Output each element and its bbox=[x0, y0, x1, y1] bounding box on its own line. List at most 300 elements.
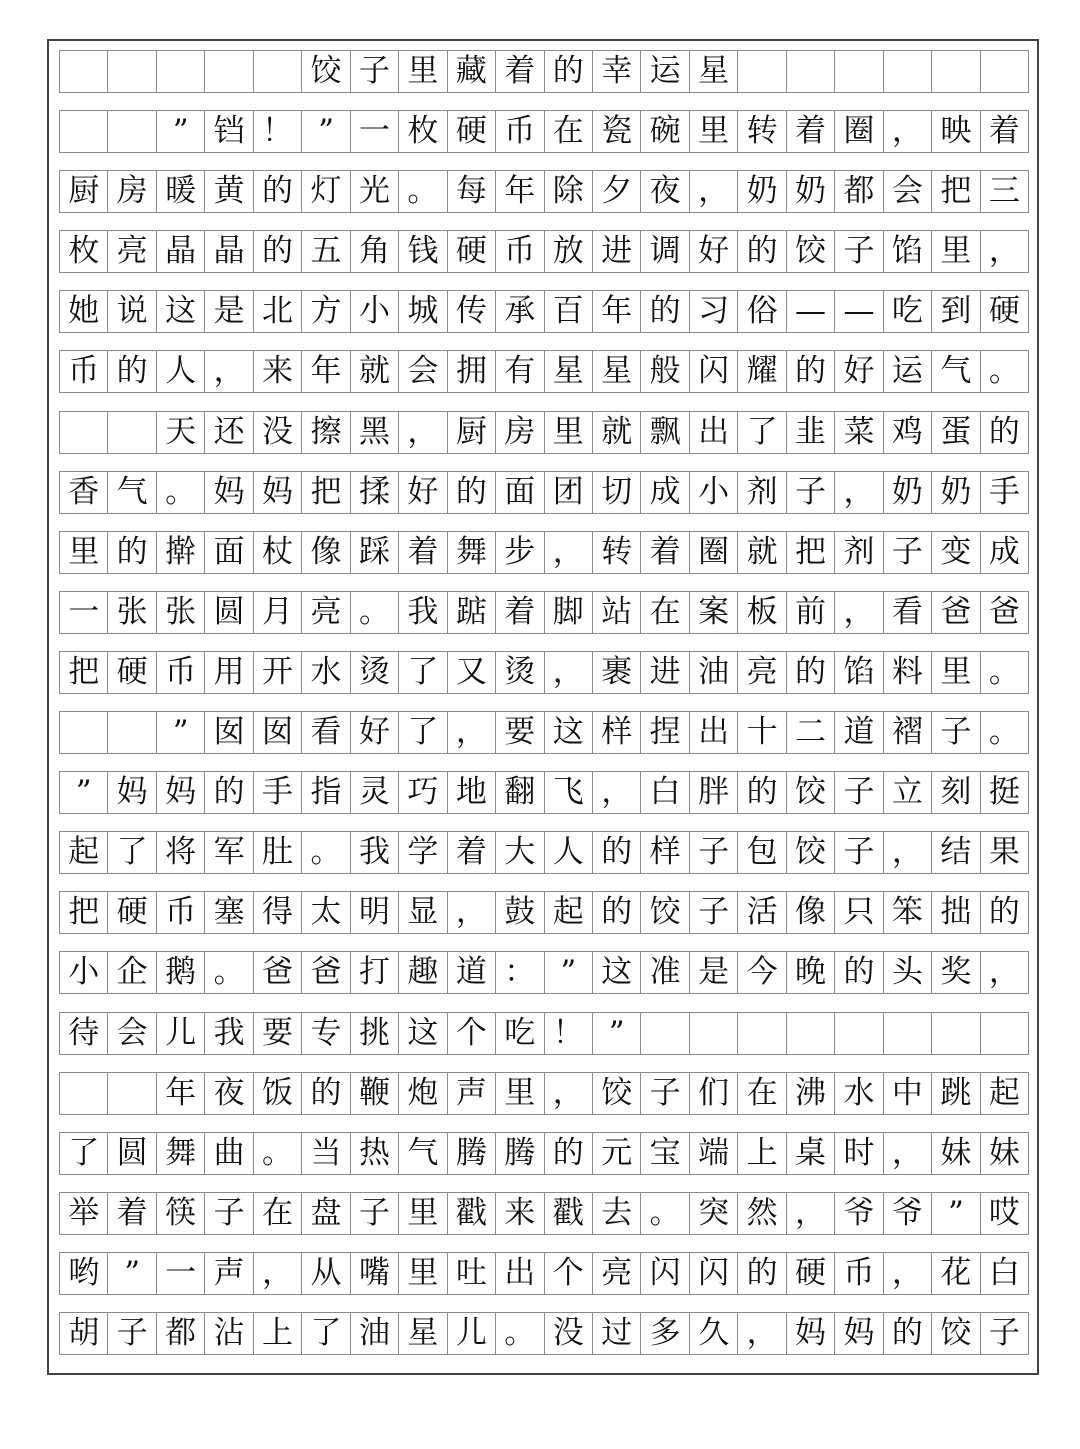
grid-cell: 从 bbox=[302, 1253, 350, 1294]
grid-cell: ， bbox=[448, 712, 496, 753]
grid-cell: 子 bbox=[690, 892, 738, 933]
grid-cell bbox=[108, 1073, 156, 1114]
grid-cell bbox=[60, 51, 108, 92]
grid-cell: 转 bbox=[593, 532, 641, 573]
grid-cell: 中 bbox=[884, 1073, 932, 1114]
grid-cell: 哟 bbox=[60, 1253, 108, 1294]
grid-cell: 饺 bbox=[787, 231, 835, 272]
grid-cell: 成 bbox=[981, 532, 1029, 573]
grid-cell: 北 bbox=[254, 291, 302, 332]
grid-cell: 着 bbox=[496, 51, 544, 92]
grid-cell: 的 bbox=[593, 892, 641, 933]
grid-cell: 夜 bbox=[205, 1073, 253, 1114]
grid-cell: 囡 bbox=[205, 712, 253, 753]
grid-cell: 花 bbox=[932, 1253, 980, 1294]
grid-cell: 裹 bbox=[593, 652, 641, 693]
grid-cell: 子 bbox=[205, 1193, 253, 1234]
grid-cell: 嘴 bbox=[351, 1253, 399, 1294]
grid-cell: 我 bbox=[205, 1013, 253, 1054]
composition-paper bbox=[47, 39, 1039, 1375]
grid-cell: ， bbox=[787, 1193, 835, 1234]
grid-cell: 年 bbox=[496, 171, 544, 212]
grid-cell: 军 bbox=[205, 832, 253, 873]
grid-cell: 我 bbox=[351, 832, 399, 873]
grid-cell: 运 bbox=[641, 51, 689, 92]
grid-cell: 币 bbox=[496, 231, 544, 272]
grid-cell: 白 bbox=[641, 772, 689, 813]
grid-cell: 亮 bbox=[593, 1253, 641, 1294]
grid-cell: 厨 bbox=[448, 412, 496, 453]
grid-cell: 戳 bbox=[448, 1193, 496, 1234]
grid-cell: 我 bbox=[399, 592, 447, 633]
grid-cell bbox=[884, 51, 932, 92]
text-row bbox=[59, 891, 1029, 934]
grid-cell: 胖 bbox=[690, 772, 738, 813]
grid-cell: 映 bbox=[932, 111, 980, 152]
grid-cell bbox=[932, 51, 980, 92]
grid-cell: 了 bbox=[399, 652, 447, 693]
grid-cell: 小 bbox=[351, 291, 399, 332]
grid-cell: 城 bbox=[399, 291, 447, 332]
text-row bbox=[59, 831, 1029, 874]
text-row bbox=[59, 711, 1029, 754]
grid-cell: 用 bbox=[205, 652, 253, 693]
grid-cell: 没 bbox=[254, 412, 302, 453]
grid-cell: 奖 bbox=[932, 952, 980, 993]
grid-cell bbox=[205, 51, 253, 92]
grid-cell bbox=[738, 1013, 786, 1054]
grid-cell: 夕 bbox=[593, 171, 641, 212]
grid-cell: 开 bbox=[254, 652, 302, 693]
grid-cell: 饺 bbox=[932, 1313, 980, 1354]
grid-cell: ， bbox=[981, 231, 1029, 272]
grid-cell: 饺 bbox=[787, 772, 835, 813]
grid-cell: 前 bbox=[787, 592, 835, 633]
grid-cell: 着 bbox=[787, 111, 835, 152]
grid-cell: 褶 bbox=[884, 712, 932, 753]
text-row bbox=[59, 1192, 1029, 1235]
grid-cell: 碗 bbox=[641, 111, 689, 152]
grid-cell: 大 bbox=[496, 832, 544, 873]
grid-cell: 黑 bbox=[351, 412, 399, 453]
grid-cell: ， bbox=[254, 1253, 302, 1294]
grid-cell: 的 bbox=[787, 652, 835, 693]
grid-cell: 擀 bbox=[157, 532, 205, 573]
grid-cell: 在 bbox=[254, 1193, 302, 1234]
grid-cell: 们 bbox=[690, 1073, 738, 1114]
grid-cell: 沸 bbox=[787, 1073, 835, 1114]
grid-cell: 哎 bbox=[981, 1193, 1029, 1234]
grid-cell: 看 bbox=[302, 712, 350, 753]
grid-cell: 巧 bbox=[399, 772, 447, 813]
grid-cell: 。 bbox=[302, 832, 350, 873]
grid-cell: 结 bbox=[932, 832, 980, 873]
grid-cell: 年 bbox=[302, 351, 350, 392]
grid-cell: 爸 bbox=[932, 592, 980, 633]
grid-cell: 烫 bbox=[496, 652, 544, 693]
grid-cell: 。 bbox=[254, 1133, 302, 1174]
grid-cell bbox=[835, 1013, 883, 1054]
grid-cell: 。 bbox=[399, 171, 447, 212]
grid-cell: 是 bbox=[690, 952, 738, 993]
grid-cell: 把 bbox=[60, 652, 108, 693]
grid-cell: 宝 bbox=[641, 1133, 689, 1174]
grid-cell: — bbox=[787, 291, 835, 332]
grid-cell: 样 bbox=[641, 832, 689, 873]
grid-cell: 手 bbox=[254, 772, 302, 813]
grid-cell: 在 bbox=[545, 111, 593, 152]
grid-cell: 的 bbox=[448, 472, 496, 513]
grid-cell: 出 bbox=[690, 712, 738, 753]
grid-cell: 妈 bbox=[835, 1313, 883, 1354]
text-row bbox=[59, 1312, 1029, 1355]
grid-cell: 奶 bbox=[787, 171, 835, 212]
grid-cell: ” bbox=[932, 1193, 980, 1234]
grid-cell: 妈 bbox=[108, 772, 156, 813]
grid-cell: 里 bbox=[60, 532, 108, 573]
grid-cell: ” bbox=[545, 952, 593, 993]
grid-cell: 飞 bbox=[545, 772, 593, 813]
grid-cell: 亮 bbox=[302, 592, 350, 633]
grid-cell: 着 bbox=[448, 832, 496, 873]
grid-cell: 这 bbox=[545, 712, 593, 753]
grid-cell: 的 bbox=[108, 532, 156, 573]
grid-cell: ， bbox=[884, 832, 932, 873]
grid-cell: ， bbox=[545, 1073, 593, 1114]
grid-cell: ， bbox=[448, 892, 496, 933]
grid-cell: 面 bbox=[496, 472, 544, 513]
grid-cell: 里 bbox=[496, 1073, 544, 1114]
grid-cell: 闪 bbox=[690, 1253, 738, 1294]
grid-cell: 都 bbox=[157, 1313, 205, 1354]
grid-cell: 一 bbox=[157, 1253, 205, 1294]
grid-cell: 年 bbox=[593, 291, 641, 332]
grid-cell: 运 bbox=[884, 351, 932, 392]
grid-cell: 个 bbox=[448, 1013, 496, 1054]
grid-cell: ” bbox=[157, 111, 205, 152]
grid-cell: 厨 bbox=[60, 171, 108, 212]
grid-cell: 舞 bbox=[157, 1133, 205, 1174]
grid-cell: 好 bbox=[351, 712, 399, 753]
grid-cell: ！ bbox=[254, 111, 302, 152]
grid-cell: 飘 bbox=[641, 412, 689, 453]
grid-cell: 硬 bbox=[448, 111, 496, 152]
grid-cell: 人 bbox=[545, 832, 593, 873]
grid-cell: 头 bbox=[884, 952, 932, 993]
grid-cell: 子 bbox=[835, 832, 883, 873]
grid-cell: 又 bbox=[448, 652, 496, 693]
grid-cell: 打 bbox=[351, 952, 399, 993]
grid-cell: 油 bbox=[690, 652, 738, 693]
grid-cell: 晚 bbox=[787, 952, 835, 993]
grid-cell: 像 bbox=[787, 892, 835, 933]
grid-cell: 香 bbox=[60, 472, 108, 513]
text-row bbox=[59, 290, 1029, 333]
grid-cell: 热 bbox=[351, 1133, 399, 1174]
grid-cell: ， bbox=[399, 412, 447, 453]
grid-cell: 黄 bbox=[205, 171, 253, 212]
grid-cell: 都 bbox=[835, 171, 883, 212]
grid-cell: 气 bbox=[108, 472, 156, 513]
grid-cell bbox=[60, 111, 108, 152]
grid-cell: 企 bbox=[108, 952, 156, 993]
grid-cell: 爸 bbox=[981, 592, 1029, 633]
grid-cell: 端 bbox=[690, 1133, 738, 1174]
grid-cell bbox=[835, 51, 883, 92]
grid-cell: 案 bbox=[690, 592, 738, 633]
grid-cell: ” bbox=[108, 1253, 156, 1294]
grid-cell: ， bbox=[835, 472, 883, 513]
grid-cell: 了 bbox=[108, 832, 156, 873]
grid-cell: 饺 bbox=[302, 51, 350, 92]
grid-cell: 盘 bbox=[302, 1193, 350, 1234]
grid-cell: 的 bbox=[593, 832, 641, 873]
grid-cell: 专 bbox=[302, 1013, 350, 1054]
grid-cell: 气 bbox=[932, 351, 980, 392]
grid-cell: 儿 bbox=[448, 1313, 496, 1354]
grid-cell: 张 bbox=[157, 592, 205, 633]
grid-cell: 像 bbox=[302, 532, 350, 573]
grid-cell: 了 bbox=[302, 1313, 350, 1354]
grid-cell: 这 bbox=[399, 1013, 447, 1054]
grid-cell bbox=[254, 51, 302, 92]
grid-cell: 百 bbox=[545, 291, 593, 332]
grid-cell: 每 bbox=[448, 171, 496, 212]
grid-cell: 进 bbox=[641, 652, 689, 693]
grid-cell: 太 bbox=[302, 892, 350, 933]
grid-cell: 切 bbox=[593, 472, 641, 513]
grid-cell: 板 bbox=[738, 592, 786, 633]
grid-cell: 时 bbox=[835, 1133, 883, 1174]
grid-cell: ， bbox=[593, 772, 641, 813]
grid-cell: 年 bbox=[157, 1073, 205, 1114]
grid-cell: 子 bbox=[884, 532, 932, 573]
grid-cell bbox=[932, 1013, 980, 1054]
grid-cell: 起 bbox=[981, 1073, 1029, 1114]
grid-cell: 的 bbox=[981, 892, 1029, 933]
grid-cell: 圈 bbox=[690, 532, 738, 573]
grid-cell: 。 bbox=[981, 351, 1029, 392]
grid-cell: 奶 bbox=[738, 171, 786, 212]
grid-cell: ” bbox=[60, 772, 108, 813]
grid-cell: 。 bbox=[641, 1193, 689, 1234]
grid-cell: 要 bbox=[254, 1013, 302, 1054]
grid-cell: 着 bbox=[641, 532, 689, 573]
grid-cell: 枚 bbox=[60, 231, 108, 272]
grid-cell: ， bbox=[738, 1313, 786, 1354]
grid-cell: 圆 bbox=[205, 592, 253, 633]
grid-cell: 去 bbox=[593, 1193, 641, 1234]
grid-cell: 星 bbox=[399, 1313, 447, 1354]
grid-cell: 耀 bbox=[738, 351, 786, 392]
grid-cell: 方 bbox=[302, 291, 350, 332]
grid-cell: 天 bbox=[157, 412, 205, 453]
grid-cell bbox=[690, 1013, 738, 1054]
grid-cell: 钱 bbox=[399, 231, 447, 272]
grid-cell: 得 bbox=[254, 892, 302, 933]
grid-cell: 腾 bbox=[448, 1133, 496, 1174]
grid-cell bbox=[60, 1073, 108, 1114]
grid-cell: 硬 bbox=[981, 291, 1029, 332]
text-row bbox=[59, 1252, 1029, 1295]
grid-cell bbox=[884, 1013, 932, 1054]
grid-cell: 饺 bbox=[641, 892, 689, 933]
grid-cell: 的 bbox=[738, 1253, 786, 1294]
grid-cell: 胡 bbox=[60, 1313, 108, 1354]
grid-cell: 到 bbox=[932, 291, 980, 332]
text-row bbox=[59, 951, 1029, 994]
grid-cell: 饺 bbox=[787, 832, 835, 873]
grid-cell: 挑 bbox=[351, 1013, 399, 1054]
grid-cell: 夜 bbox=[641, 171, 689, 212]
grid-cell: 爷 bbox=[884, 1193, 932, 1234]
grid-cell: 的 bbox=[254, 171, 302, 212]
grid-cell: 圆 bbox=[108, 1133, 156, 1174]
grid-cell: 面 bbox=[205, 532, 253, 573]
grid-cell: 星 bbox=[593, 351, 641, 392]
grid-cell: 星 bbox=[690, 51, 738, 92]
text-row bbox=[59, 1072, 1029, 1115]
grid-cell: 藏 bbox=[448, 51, 496, 92]
grid-cell: 硬 bbox=[108, 652, 156, 693]
grid-cell: 要 bbox=[496, 712, 544, 753]
grid-cell: 子 bbox=[641, 1073, 689, 1114]
grid-cell: 出 bbox=[690, 412, 738, 453]
text-row bbox=[59, 411, 1029, 454]
grid-cell: 出 bbox=[496, 1253, 544, 1294]
grid-cell: 妈 bbox=[254, 472, 302, 513]
grid-cell: 枚 bbox=[399, 111, 447, 152]
grid-cell: 刻 bbox=[932, 772, 980, 813]
grid-cell: 在 bbox=[641, 592, 689, 633]
grid-cell: 俗 bbox=[738, 291, 786, 332]
grid-cell: ， bbox=[205, 351, 253, 392]
grid-cell: 小 bbox=[60, 952, 108, 993]
grid-cell: 把 bbox=[787, 532, 835, 573]
grid-cell: 会 bbox=[884, 171, 932, 212]
grid-cell: 把 bbox=[302, 472, 350, 513]
grid-cell: 囡 bbox=[254, 712, 302, 753]
grid-cell: 果 bbox=[981, 832, 1029, 873]
grid-cell: 在 bbox=[738, 1073, 786, 1114]
grid-cell: 晶 bbox=[157, 231, 205, 272]
grid-cell: 币 bbox=[60, 351, 108, 392]
grid-cell: 没 bbox=[545, 1313, 593, 1354]
grid-cell: 揉 bbox=[351, 472, 399, 513]
grid-cell: 跳 bbox=[932, 1073, 980, 1114]
grid-cell: 学 bbox=[399, 832, 447, 873]
text-row bbox=[59, 471, 1029, 514]
grid-cell: 挺 bbox=[981, 772, 1029, 813]
grid-cell: 的 bbox=[738, 772, 786, 813]
grid-cell: 料 bbox=[884, 652, 932, 693]
grid-cell: 肚 bbox=[254, 832, 302, 873]
title-row bbox=[59, 50, 1029, 93]
grid-cell: 。 bbox=[981, 712, 1029, 753]
grid-cell: 曲 bbox=[205, 1133, 253, 1174]
grid-cell bbox=[738, 51, 786, 92]
grid-cell: 的 bbox=[738, 231, 786, 272]
grid-cell: 鹅 bbox=[157, 952, 205, 993]
grid-cell: 妹 bbox=[981, 1133, 1029, 1174]
grid-cell: 水 bbox=[835, 1073, 883, 1114]
grid-cell: 爸 bbox=[254, 952, 302, 993]
grid-cell: 沾 bbox=[205, 1313, 253, 1354]
grid-cell: 蛋 bbox=[932, 412, 980, 453]
grid-cell: ： bbox=[496, 952, 544, 993]
grid-cell: 地 bbox=[448, 772, 496, 813]
grid-cell: 上 bbox=[254, 1313, 302, 1354]
grid-cell: 踩 bbox=[351, 532, 399, 573]
grid-cell: 过 bbox=[593, 1313, 641, 1354]
grid-cell: 馅 bbox=[884, 231, 932, 272]
grid-cell: ” bbox=[593, 1013, 641, 1054]
grid-cell: 炮 bbox=[399, 1073, 447, 1114]
grid-cell: 子 bbox=[835, 772, 883, 813]
grid-cell: ， bbox=[981, 952, 1029, 993]
grid-cell: 步 bbox=[496, 532, 544, 573]
text-row bbox=[59, 230, 1029, 273]
grid-cell: 人 bbox=[157, 351, 205, 392]
grid-cell: 这 bbox=[157, 291, 205, 332]
grid-cell: 的 bbox=[545, 51, 593, 92]
grid-cell: 拥 bbox=[448, 351, 496, 392]
grid-cell: 的 bbox=[787, 351, 835, 392]
grid-cell: 的 bbox=[545, 1133, 593, 1174]
grid-cell: 活 bbox=[738, 892, 786, 933]
grid-cell: 子 bbox=[108, 1313, 156, 1354]
grid-cell: 趣 bbox=[399, 952, 447, 993]
grid-cell: 道 bbox=[448, 952, 496, 993]
grid-cell: 烫 bbox=[351, 652, 399, 693]
grid-cell: 踮 bbox=[448, 592, 496, 633]
grid-cell: 子 bbox=[787, 472, 835, 513]
grid-cell: 子 bbox=[351, 51, 399, 92]
grid-cell: 里 bbox=[399, 51, 447, 92]
grid-cell: 多 bbox=[641, 1313, 689, 1354]
grid-cell bbox=[157, 51, 205, 92]
grid-cell: 鼓 bbox=[496, 892, 544, 933]
grid-cell: 进 bbox=[593, 231, 641, 272]
grid-cell: 。 bbox=[205, 952, 253, 993]
grid-cell bbox=[108, 412, 156, 453]
grid-cell: 了 bbox=[738, 412, 786, 453]
grid-cell: ” bbox=[157, 712, 205, 753]
grid-cell: 腾 bbox=[496, 1133, 544, 1174]
grid-cell: 一 bbox=[60, 592, 108, 633]
grid-cell: ！ bbox=[545, 1013, 593, 1054]
grid-cell: 塞 bbox=[205, 892, 253, 933]
grid-cell: 起 bbox=[60, 832, 108, 873]
grid-cell: 着 bbox=[981, 111, 1029, 152]
grid-cell: 光 bbox=[351, 171, 399, 212]
grid-cell: 幸 bbox=[593, 51, 641, 92]
grid-cell: 习 bbox=[690, 291, 738, 332]
grid-cell: 声 bbox=[448, 1073, 496, 1114]
grid-cell: 铛 bbox=[205, 111, 253, 152]
grid-cell: 突 bbox=[690, 1193, 738, 1234]
grid-cell: 今 bbox=[738, 952, 786, 993]
grid-cell: 三 bbox=[981, 171, 1029, 212]
grid-cell: 擦 bbox=[302, 412, 350, 453]
grid-cell: 币 bbox=[835, 1253, 883, 1294]
grid-cell: 包 bbox=[738, 832, 786, 873]
grid-cell: 星 bbox=[545, 351, 593, 392]
grid-cell: 除 bbox=[545, 171, 593, 212]
grid-cell: 里 bbox=[932, 231, 980, 272]
grid-cell: 变 bbox=[932, 532, 980, 573]
grid-cell: 闪 bbox=[690, 351, 738, 392]
